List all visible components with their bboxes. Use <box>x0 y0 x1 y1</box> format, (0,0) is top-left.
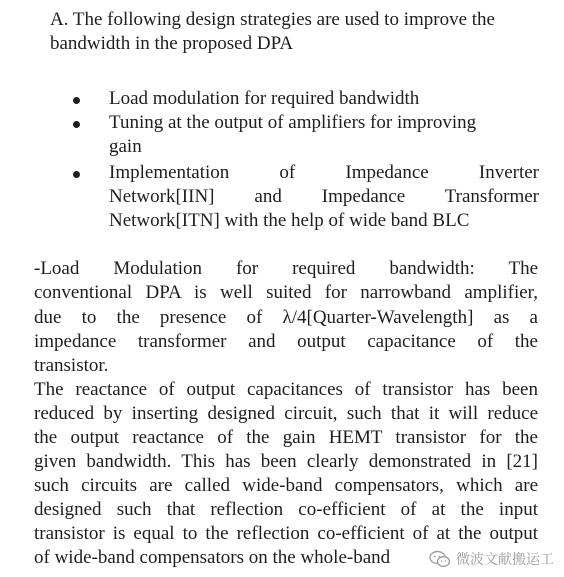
watermark <box>429 549 554 569</box>
section-heading-line-1: A. The following design strategies are used to improve the <box>50 9 495 30</box>
paragraph-1-line-2: conventional DPA is well suited for narrowband amplifier, <box>34 282 538 303</box>
bullet-item-3-line-1: Implementation of Impedance Inverter <box>109 162 539 183</box>
paragraph-2-line-5: such circuits are called wide-band compensators, which are <box>34 475 538 496</box>
bullet-item-3-line-2: Network[IIN] and Impedance Transformer <box>109 186 539 207</box>
bullet-dot <box>73 121 80 128</box>
paragraph-1-line-5: transistor. <box>34 355 109 376</box>
paragraph-2-line-3: the output reactance of the gain HEMT transistor for the <box>34 427 538 448</box>
watermark-text: 微波文献搬运工 <box>456 552 554 568</box>
bullet-item-2-line-2: gain <box>109 136 142 157</box>
paragraph-1-line-1: -Load Modulation for required bandwidth: The <box>34 258 538 279</box>
bullet-item-2-line-1: Tuning at the output of amplifiers for improving <box>109 112 477 133</box>
paragraph-2-line-1: The reactance of output capacitances of transistor has been <box>34 379 538 400</box>
paragraph-2-line-6: designed such that reflection co-efficient of at the input <box>34 499 538 520</box>
bullet-dot <box>73 171 80 178</box>
paragraph-2-line-8: of wide-band compensators on the whole-band <box>34 547 391 568</box>
bullet-item-3-line-3: Network[ITN] with the help of wide band BLC <box>109 210 470 231</box>
section-heading-line-2: bandwidth in the proposed DPA <box>50 33 294 54</box>
paragraph-1-line-3: due to the presence of λ/4[Quarter-Wavelength] as a <box>34 307 538 328</box>
paragraph-1-line-4: impedance transformer and output capacitance of the <box>34 331 538 352</box>
paragraph-2-line-2: reduced by inserting designed circuit, such that it will reduce <box>34 403 538 424</box>
bullet-item-1-line-1: Load modulation for required bandwidth <box>109 88 420 109</box>
paragraph-2-line-4: given bandwidth. This has been clearly demonstrated in [21] <box>34 451 538 472</box>
bullet-dot <box>73 97 80 104</box>
wechat-icon <box>429 550 451 568</box>
paragraph-2-line-7: transistor is equal to the reflection co-efficient of at the output <box>34 523 538 544</box>
